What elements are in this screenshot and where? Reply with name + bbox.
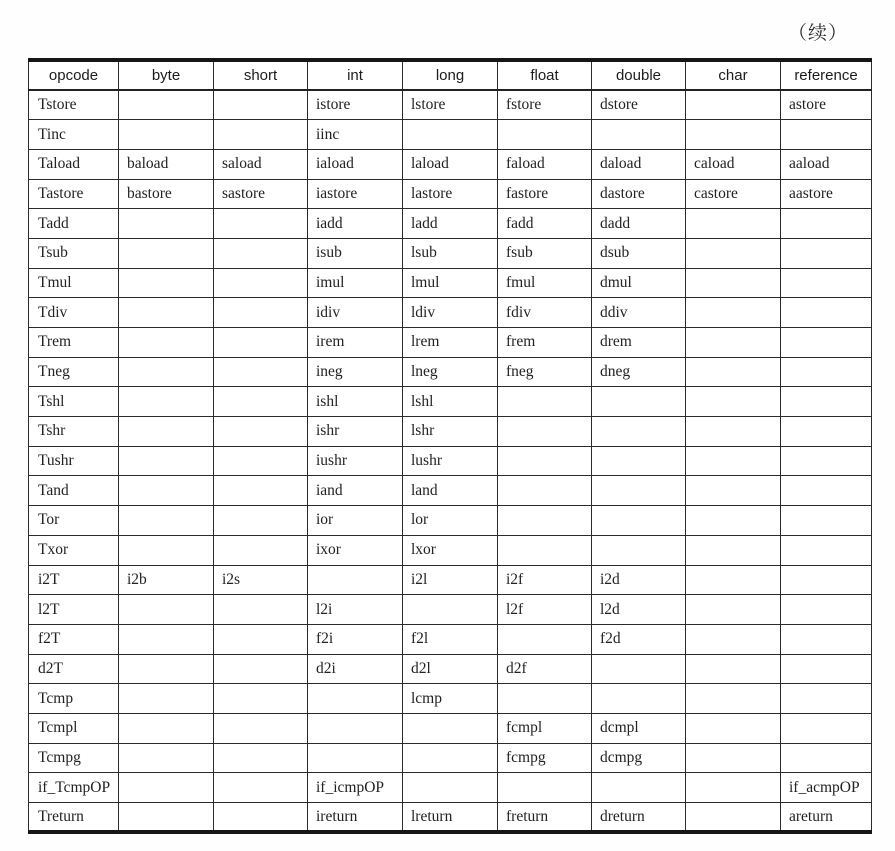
mnemonic-cell: [214, 803, 308, 833]
mnemonic-cell: lneg: [403, 357, 498, 387]
mnemonic-cell: [214, 90, 308, 120]
mnemonic-cell: [781, 446, 872, 476]
mnemonic-cell: [592, 476, 686, 506]
mnemonic-cell: sastore: [214, 179, 308, 209]
mnemonic-cell: [781, 713, 872, 743]
mnemonic-cell: [781, 654, 872, 684]
mnemonic-cell: iadd: [308, 209, 403, 239]
mnemonic-cell: [686, 476, 781, 506]
mnemonic-cell: [686, 268, 781, 298]
mnemonic-cell: [119, 654, 214, 684]
mnemonic-cell: d2i: [308, 654, 403, 684]
opcode-cell: Trem: [29, 328, 119, 358]
table-row: [29, 357, 872, 387]
mnemonic-cell: dcmpl: [592, 713, 686, 743]
mnemonic-cell: fcmpg: [498, 743, 592, 773]
mnemonic-cell: baload: [119, 149, 214, 179]
mnemonic-cell: [119, 387, 214, 417]
mnemonic-cell: lstore: [403, 90, 498, 120]
column-header-double: double: [592, 60, 686, 90]
column-header-short: short: [214, 60, 308, 90]
opcode-cell: Tcmpl: [29, 713, 119, 743]
mnemonic-cell: [686, 713, 781, 743]
table-row: [29, 90, 872, 120]
mnemonic-cell: [119, 595, 214, 625]
mnemonic-cell: caload: [686, 149, 781, 179]
opcode-cell: Tshl: [29, 387, 119, 417]
mnemonic-cell: [403, 120, 498, 150]
mnemonic-cell: ladd: [403, 209, 498, 239]
mnemonic-cell: [592, 417, 686, 447]
mnemonic-cell: iinc: [308, 120, 403, 150]
mnemonic-cell: [119, 90, 214, 120]
opcode-cell: Tdiv: [29, 298, 119, 328]
table-row: [29, 506, 872, 536]
mnemonic-cell: ishl: [308, 387, 403, 417]
mnemonic-cell: [119, 535, 214, 565]
table-row: [29, 595, 872, 625]
mnemonic-cell: [781, 743, 872, 773]
opcode-cell: Tor: [29, 506, 119, 536]
mnemonic-cell: iushr: [308, 446, 403, 476]
mnemonic-cell: [498, 624, 592, 654]
mnemonic-cell: [214, 743, 308, 773]
mnemonic-cell: [686, 535, 781, 565]
table-row: [29, 476, 872, 506]
mnemonic-cell: bastore: [119, 179, 214, 209]
mnemonic-cell: [781, 120, 872, 150]
mnemonic-cell: [214, 535, 308, 565]
mnemonic-cell: daload: [592, 149, 686, 179]
header-row: [29, 60, 872, 90]
mnemonic-cell: [686, 654, 781, 684]
table-row: [29, 238, 872, 268]
mnemonic-cell: f2d: [592, 624, 686, 654]
mnemonic-cell: d2l: [403, 654, 498, 684]
opcode-cell: l2T: [29, 595, 119, 625]
mnemonic-cell: if_acmpOP: [781, 773, 872, 803]
mnemonic-cell: dsub: [592, 238, 686, 268]
mnemonic-cell: [592, 120, 686, 150]
mnemonic-cell: [119, 120, 214, 150]
mnemonic-cell: [403, 743, 498, 773]
mnemonic-cell: i2l: [403, 565, 498, 595]
mnemonic-cell: dstore: [592, 90, 686, 120]
mnemonic-cell: [781, 298, 872, 328]
table-row: [29, 773, 872, 803]
opcode-cell: Tastore: [29, 179, 119, 209]
mnemonic-cell: [214, 268, 308, 298]
mnemonic-cell: f2l: [403, 624, 498, 654]
mnemonic-cell: [592, 535, 686, 565]
mnemonic-cell: [119, 713, 214, 743]
mnemonic-cell: [119, 417, 214, 447]
table-row: [29, 387, 872, 417]
mnemonic-cell: l2f: [498, 595, 592, 625]
opcode-cell: Treturn: [29, 803, 119, 833]
mnemonic-cell: [214, 476, 308, 506]
mnemonic-cell: irem: [308, 328, 403, 358]
mnemonic-cell: [686, 417, 781, 447]
mnemonic-cell: faload: [498, 149, 592, 179]
mnemonic-cell: [119, 624, 214, 654]
mnemonic-cell: dastore: [592, 179, 686, 209]
opcode-cell: Txor: [29, 535, 119, 565]
mnemonic-cell: ineg: [308, 357, 403, 387]
mnemonic-cell: ior: [308, 506, 403, 536]
table-row: [29, 743, 872, 773]
mnemonic-cell: dreturn: [592, 803, 686, 833]
mnemonic-cell: [686, 684, 781, 714]
mnemonic-cell: [781, 684, 872, 714]
mnemonic-cell: isub: [308, 238, 403, 268]
mnemonic-cell: fadd: [498, 209, 592, 239]
table-row: [29, 179, 872, 209]
mnemonic-cell: aaload: [781, 149, 872, 179]
mnemonic-cell: i2b: [119, 565, 214, 595]
table-row: [29, 120, 872, 150]
mnemonic-cell: [686, 357, 781, 387]
mnemonic-cell: dmul: [592, 268, 686, 298]
mnemonic-cell: [686, 298, 781, 328]
mnemonic-cell: [498, 446, 592, 476]
opcode-cell: Tneg: [29, 357, 119, 387]
mnemonic-cell: lor: [403, 506, 498, 536]
mnemonic-cell: freturn: [498, 803, 592, 833]
mnemonic-cell: [214, 595, 308, 625]
mnemonic-cell: lxor: [403, 535, 498, 565]
mnemonic-cell: [119, 506, 214, 536]
mnemonic-cell: [214, 120, 308, 150]
mnemonic-cell: iand: [308, 476, 403, 506]
mnemonic-cell: drem: [592, 328, 686, 358]
mnemonic-cell: l2i: [308, 595, 403, 625]
mnemonic-cell: if_icmpOP: [308, 773, 403, 803]
mnemonic-cell: dadd: [592, 209, 686, 239]
mnemonic-cell: [119, 328, 214, 358]
mnemonic-cell: [781, 624, 872, 654]
opcode-cell: Tcmpg: [29, 743, 119, 773]
mnemonic-cell: lrem: [403, 328, 498, 358]
mnemonic-cell: [308, 684, 403, 714]
mnemonic-cell: [214, 684, 308, 714]
opcode-cell: Tstore: [29, 90, 119, 120]
table-row: [29, 417, 872, 447]
table-row: [29, 803, 872, 833]
mnemonic-cell: areturn: [781, 803, 872, 833]
mnemonic-cell: lastore: [403, 179, 498, 209]
mnemonic-cell: dcmpg: [592, 743, 686, 773]
mnemonic-cell: [686, 328, 781, 358]
table-row: [29, 624, 872, 654]
mnemonic-cell: [781, 357, 872, 387]
mnemonic-cell: istore: [308, 90, 403, 120]
mnemonic-cell: [781, 238, 872, 268]
mnemonic-cell: aastore: [781, 179, 872, 209]
mnemonic-cell: [686, 624, 781, 654]
mnemonic-cell: [214, 654, 308, 684]
mnemonic-cell: [686, 120, 781, 150]
mnemonic-cell: [214, 387, 308, 417]
mnemonic-cell: [781, 209, 872, 239]
opcode-cell: Tadd: [29, 209, 119, 239]
mnemonic-cell: laload: [403, 149, 498, 179]
mnemonic-cell: [119, 238, 214, 268]
mnemonic-cell: [119, 743, 214, 773]
column-header-char: char: [686, 60, 781, 90]
mnemonic-cell: [214, 417, 308, 447]
mnemonic-cell: lshl: [403, 387, 498, 417]
mnemonic-cell: [686, 773, 781, 803]
opcode-cell: Tsub: [29, 238, 119, 268]
mnemonic-cell: [686, 803, 781, 833]
mnemonic-cell: ishr: [308, 417, 403, 447]
mnemonic-cell: [403, 713, 498, 743]
mnemonic-cell: [214, 773, 308, 803]
mnemonic-cell: [498, 773, 592, 803]
mnemonic-cell: dneg: [592, 357, 686, 387]
mnemonic-cell: [214, 624, 308, 654]
mnemonic-cell: [119, 357, 214, 387]
opcode-cell: Tshr: [29, 417, 119, 447]
opcode-cell: Tushr: [29, 446, 119, 476]
mnemonic-cell: [592, 654, 686, 684]
mnemonic-cell: fstore: [498, 90, 592, 120]
mnemonic-cell: lcmp: [403, 684, 498, 714]
mnemonic-cell: l2d: [592, 595, 686, 625]
opcode-cell: if_TcmpOP: [29, 773, 119, 803]
mnemonic-cell: [119, 803, 214, 833]
table-row: [29, 684, 872, 714]
mnemonic-cell: [686, 209, 781, 239]
table-row: [29, 268, 872, 298]
mnemonic-cell: [592, 446, 686, 476]
mnemonic-cell: [781, 565, 872, 595]
mnemonic-cell: lushr: [403, 446, 498, 476]
opcode-cell: Tinc: [29, 120, 119, 150]
mnemonic-cell: [403, 773, 498, 803]
mnemonic-cell: [214, 713, 308, 743]
mnemonic-cell: [686, 387, 781, 417]
mnemonic-cell: [781, 328, 872, 358]
mnemonic-cell: [781, 476, 872, 506]
mnemonic-cell: [592, 387, 686, 417]
mnemonic-cell: [498, 476, 592, 506]
table-row: [29, 565, 872, 595]
mnemonic-cell: d2f: [498, 654, 592, 684]
mnemonic-cell: ixor: [308, 535, 403, 565]
table-body: [29, 90, 872, 832]
mnemonic-cell: [498, 506, 592, 536]
mnemonic-cell: [308, 713, 403, 743]
table-row: [29, 209, 872, 239]
mnemonic-cell: [781, 417, 872, 447]
mnemonic-cell: fmul: [498, 268, 592, 298]
mnemonic-cell: [214, 238, 308, 268]
mnemonic-cell: iastore: [308, 179, 403, 209]
mnemonic-cell: lmul: [403, 268, 498, 298]
mnemonic-cell: ireturn: [308, 803, 403, 833]
opcode-cell: Tand: [29, 476, 119, 506]
mnemonic-cell: [781, 535, 872, 565]
mnemonic-cell: [686, 595, 781, 625]
mnemonic-cell: [403, 595, 498, 625]
mnemonic-cell: [686, 446, 781, 476]
mnemonic-cell: lreturn: [403, 803, 498, 833]
mnemonic-cell: fastore: [498, 179, 592, 209]
column-header-opcode: opcode: [29, 60, 119, 90]
table-row: [29, 446, 872, 476]
opcode-mnemonic-table: [28, 58, 872, 834]
mnemonic-cell: [214, 446, 308, 476]
mnemonic-cell: [686, 506, 781, 536]
opcode-cell: Taload: [29, 149, 119, 179]
mnemonic-cell: idiv: [308, 298, 403, 328]
table-row: [29, 149, 872, 179]
mnemonic-cell: fdiv: [498, 298, 592, 328]
mnemonic-cell: imul: [308, 268, 403, 298]
mnemonic-cell: [686, 90, 781, 120]
mnemonic-cell: frem: [498, 328, 592, 358]
mnemonic-cell: iaload: [308, 149, 403, 179]
mnemonic-cell: fneg: [498, 357, 592, 387]
mnemonic-cell: astore: [781, 90, 872, 120]
mnemonic-cell: [119, 476, 214, 506]
mnemonic-cell: [498, 684, 592, 714]
mnemonic-cell: [214, 209, 308, 239]
mnemonic-cell: [592, 506, 686, 536]
mnemonic-cell: i2s: [214, 565, 308, 595]
mnemonic-cell: [498, 120, 592, 150]
mnemonic-cell: [119, 268, 214, 298]
mnemonic-cell: [781, 387, 872, 417]
mnemonic-cell: [119, 684, 214, 714]
mnemonic-cell: [119, 298, 214, 328]
mnemonic-cell: [214, 298, 308, 328]
mnemonic-cell: [498, 417, 592, 447]
table-row: [29, 328, 872, 358]
mnemonic-cell: [592, 684, 686, 714]
mnemonic-cell: [214, 506, 308, 536]
mnemonic-cell: ddiv: [592, 298, 686, 328]
mnemonic-cell: [686, 238, 781, 268]
column-header-reference: reference: [781, 60, 872, 90]
mnemonic-cell: [214, 357, 308, 387]
column-header-float: float: [498, 60, 592, 90]
table-head: [29, 60, 872, 90]
continued-label: （续）: [788, 23, 849, 44]
opcode-cell: Tmul: [29, 268, 119, 298]
column-header-long: long: [403, 60, 498, 90]
mnemonic-cell: [498, 387, 592, 417]
mnemonic-cell: i2f: [498, 565, 592, 595]
mnemonic-cell: [214, 328, 308, 358]
mnemonic-cell: [592, 773, 686, 803]
table-row: [29, 535, 872, 565]
mnemonic-cell: [781, 268, 872, 298]
opcode-cell: i2T: [29, 565, 119, 595]
mnemonic-cell: [308, 565, 403, 595]
mnemonic-cell: ldiv: [403, 298, 498, 328]
column-header-byte: byte: [119, 60, 214, 90]
mnemonic-cell: lshr: [403, 417, 498, 447]
table-row: [29, 298, 872, 328]
mnemonic-cell: castore: [686, 179, 781, 209]
mnemonic-cell: f2i: [308, 624, 403, 654]
mnemonic-cell: lsub: [403, 238, 498, 268]
mnemonic-cell: [119, 773, 214, 803]
mnemonic-cell: [119, 209, 214, 239]
mnemonic-cell: fsub: [498, 238, 592, 268]
opcode-cell: f2T: [29, 624, 119, 654]
mnemonic-cell: fcmpl: [498, 713, 592, 743]
mnemonic-cell: land: [403, 476, 498, 506]
mnemonic-cell: [686, 565, 781, 595]
mnemonic-cell: [781, 506, 872, 536]
mnemonic-cell: [781, 595, 872, 625]
mnemonic-cell: [119, 446, 214, 476]
mnemonic-cell: [308, 743, 403, 773]
mnemonic-cell: [498, 535, 592, 565]
mnemonic-cell: saload: [214, 149, 308, 179]
opcode-cell: Tcmp: [29, 684, 119, 714]
opcode-cell: d2T: [29, 654, 119, 684]
mnemonic-cell: [686, 743, 781, 773]
mnemonic-cell: i2d: [592, 565, 686, 595]
table-row: [29, 654, 872, 684]
table-row: [29, 713, 872, 743]
column-header-int: int: [308, 60, 403, 90]
